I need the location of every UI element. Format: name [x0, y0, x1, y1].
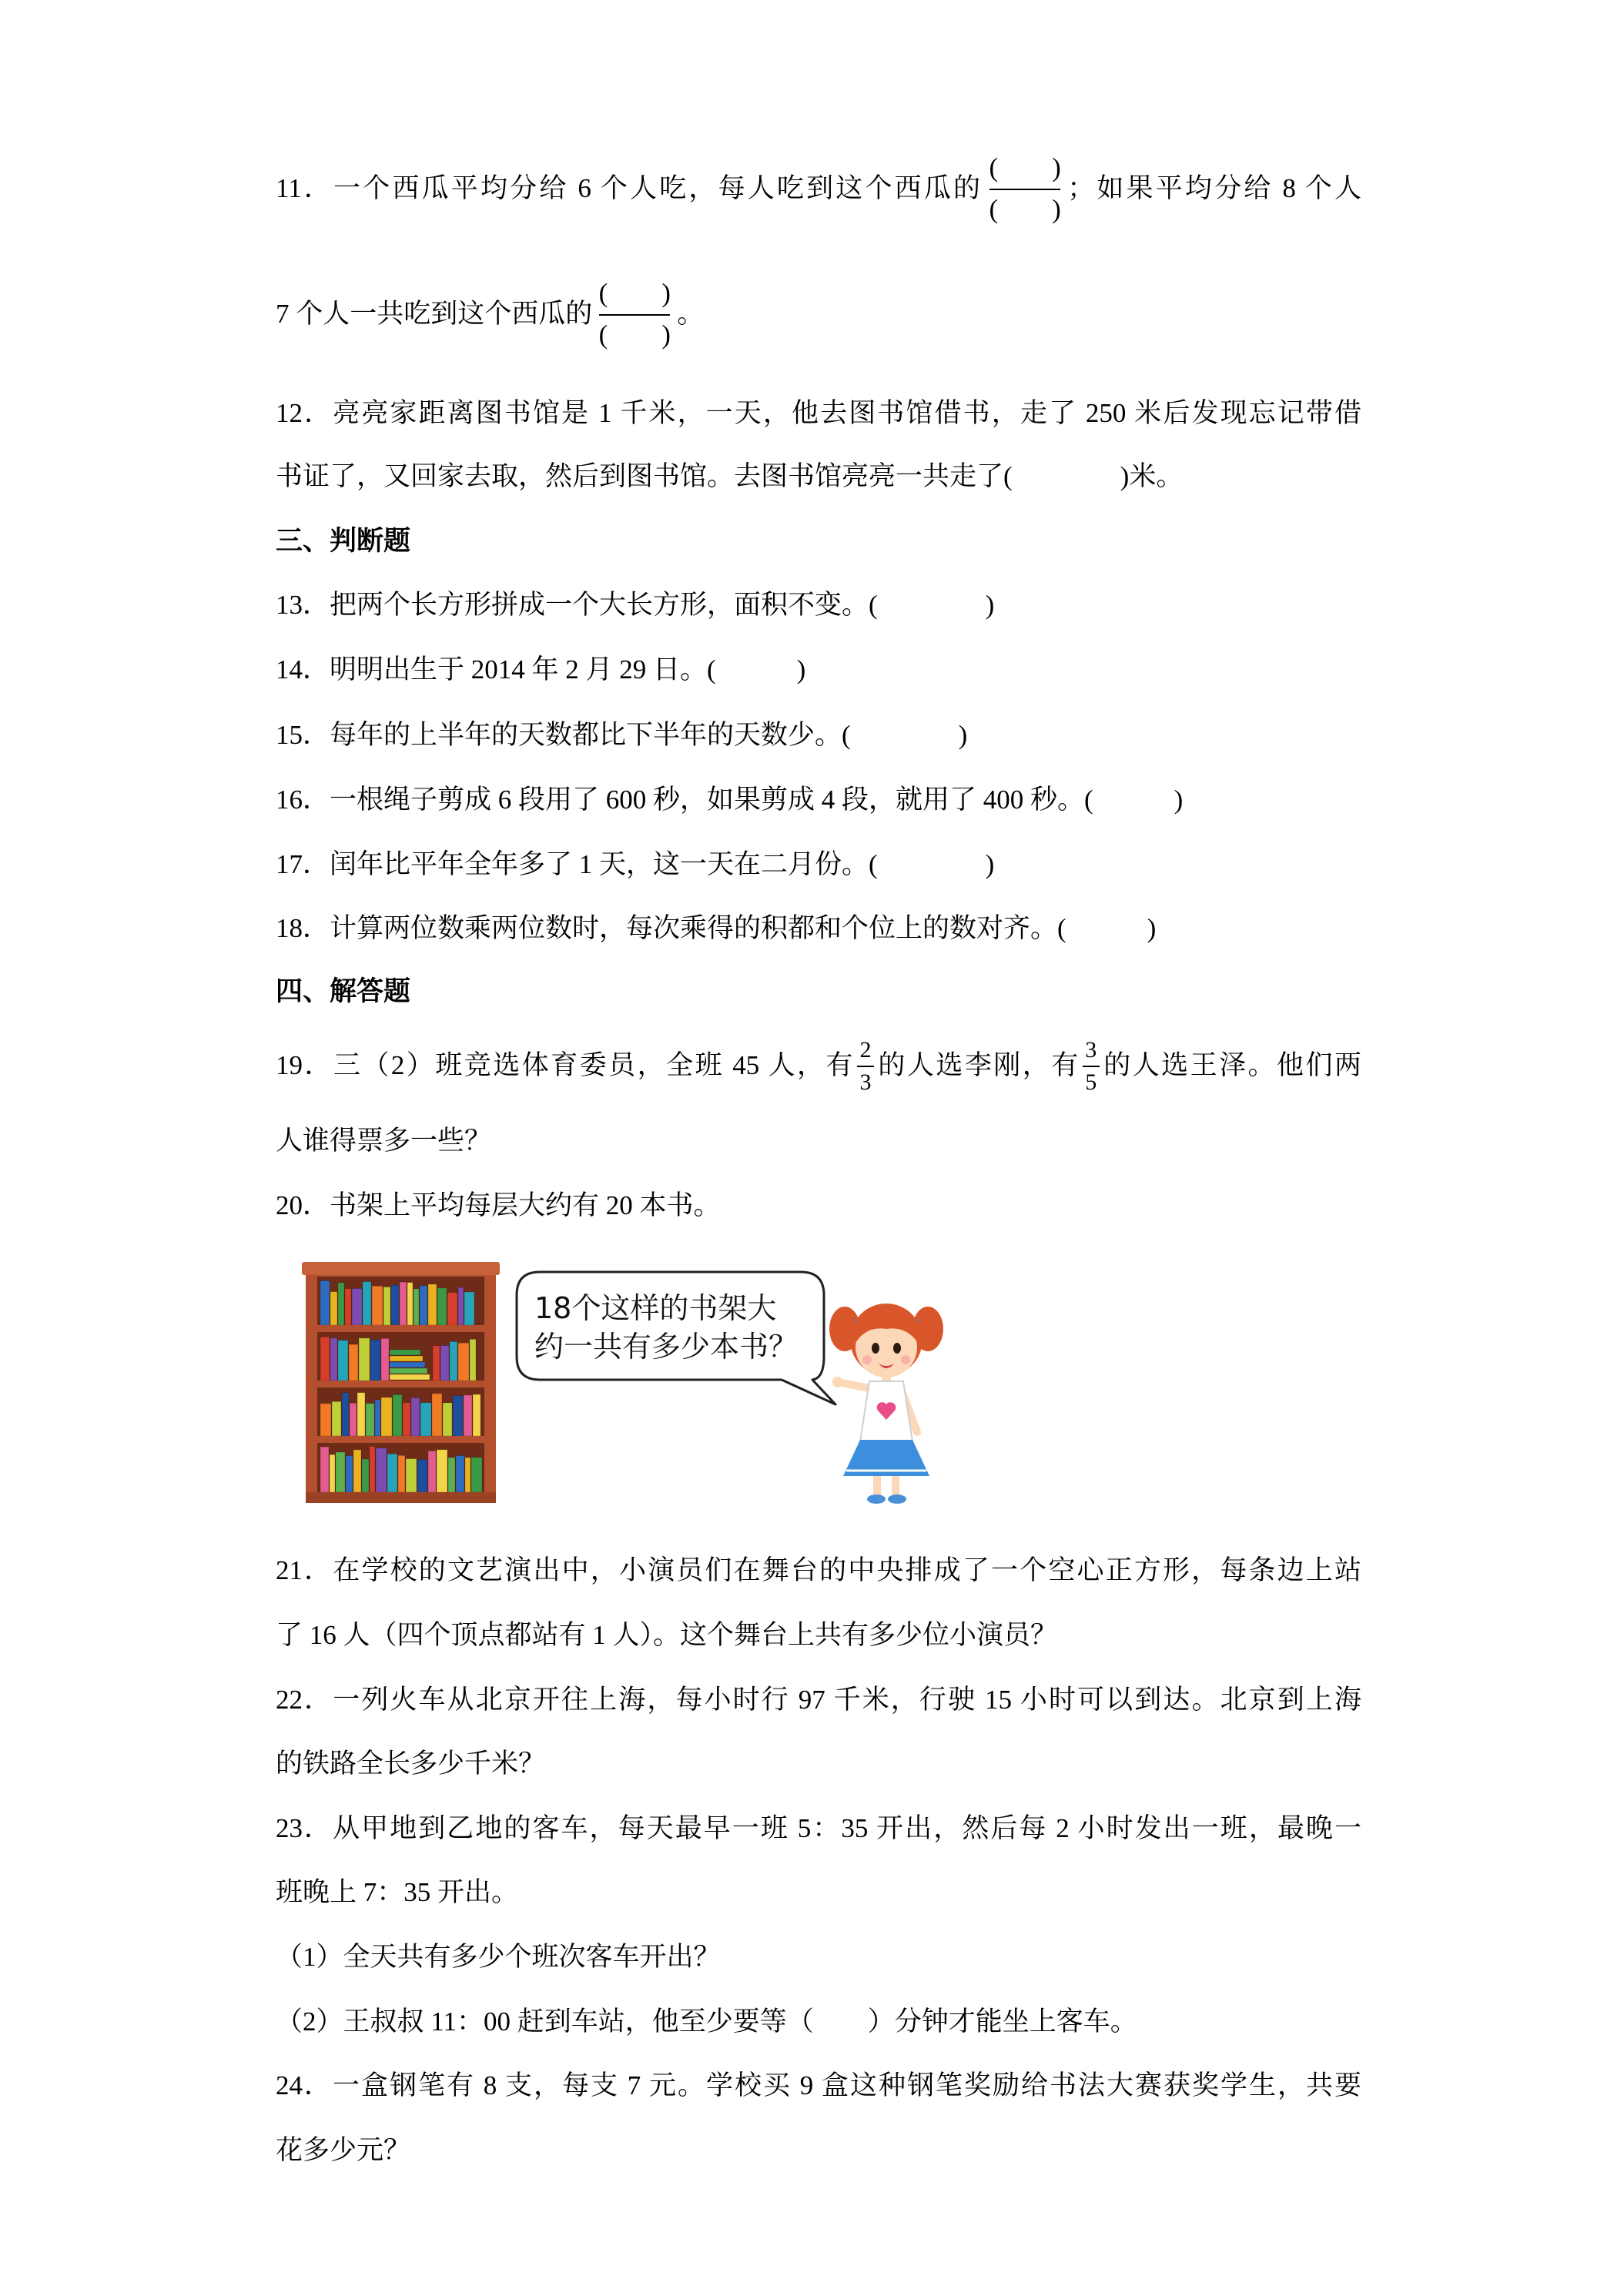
book [330, 1292, 337, 1325]
question-16: 16．一根绳子剪成 6 段用了 600 秒，如果剪成 4 段，就用了 400 秒。( ) [276, 785, 1184, 815]
book [330, 1454, 335, 1492]
left-leg [873, 1476, 881, 1497]
book [352, 1288, 362, 1325]
book [417, 1460, 427, 1492]
book [338, 1340, 348, 1381]
question-23-part-1: （1）全天共有多少个班次客车开出？ [276, 1942, 721, 1972]
book [372, 1286, 383, 1325]
question-18: 18．计算两位数乘两位数时，每次乘得的积都和个位上的数对齐。( ) [276, 913, 1157, 943]
shelf-board [317, 1325, 484, 1332]
speech-bubble [517, 1272, 835, 1404]
question-11-text-end: ；如果平均分给 8 个人 [1067, 173, 1361, 203]
book [387, 1454, 397, 1492]
book [406, 1459, 417, 1492]
question-11-line-1 [276, 152, 1361, 224]
question-19-text-2: 的人选李刚，有 [876, 1050, 1080, 1080]
left-cheek [862, 1355, 872, 1364]
fraction-bar [599, 314, 670, 316]
book [381, 1338, 389, 1381]
book [357, 1393, 365, 1436]
question-12-line-2: 书证了，又回家去取，然后到图书馆。去图书馆亮亮一共走了( )米。 [276, 461, 1184, 491]
question-11-text-start: 11．一个西瓜平均分给 6 个人吃，每人吃到这个西瓜的 [276, 173, 983, 203]
fraction-numerator: 3 [1085, 1037, 1097, 1063]
fraction-denominator-blank: ( ) [598, 320, 671, 350]
book [453, 1396, 463, 1436]
book [432, 1394, 442, 1436]
book [390, 1350, 420, 1355]
question-21-line-1: 21．在学校的文艺演出中，小演员们在舞台的中央排成了一个空心正方形，每条边上站 [276, 1555, 1361, 1585]
book [450, 1341, 457, 1381]
book [411, 1397, 420, 1436]
bookshelf-illustration [273, 1255, 974, 1521]
book [400, 1282, 407, 1325]
left-shoe [867, 1494, 886, 1504]
book [471, 1458, 482, 1492]
answer-blank-fraction [983, 152, 1067, 224]
question-24-line-1: 24．一盒钢笔有 8 支，每支 7 元。学校买 9 盒这种钢笔奖励给书法大赛获奖学生，共要 [276, 2070, 1361, 2100]
shelf-board [317, 1436, 484, 1443]
book [407, 1283, 413, 1325]
book [346, 1456, 353, 1492]
book [437, 1450, 447, 1492]
fraction-denominator: 3 [859, 1069, 872, 1095]
book [398, 1455, 405, 1492]
question-24-line-2: 花多少元？ [276, 2135, 411, 2165]
speech-bubble-line-2: 约一共有多少本书？ [534, 1330, 799, 1364]
book [428, 1451, 436, 1492]
right-eye [893, 1343, 901, 1354]
book [320, 1280, 330, 1325]
question-19-line-2: 人谁得票多一些？ [276, 1126, 492, 1156]
fraction-bar [857, 1066, 874, 1067]
right-leg [892, 1476, 899, 1497]
question-19-text-3: 的人选王泽。他们两 [1101, 1050, 1361, 1080]
book [390, 1368, 427, 1374]
fraction-numerator-blank: ( ) [989, 152, 1061, 182]
book [447, 1293, 457, 1325]
section-title-judgement: 三、判断题 [276, 526, 411, 556]
question-22-line-2: 的铁路全长多少千米？ [276, 1749, 546, 1779]
question-17: 17．闰年比平年全年多了 1 天，这一天在二月份。( ) [276, 849, 995, 879]
left-eye [872, 1343, 879, 1354]
book [370, 1340, 380, 1381]
book [336, 1452, 345, 1492]
book [345, 1289, 351, 1325]
answer-blank-fraction [592, 278, 677, 350]
right-cheek [901, 1355, 910, 1364]
question-14: 14．明明出生于 2014 年 2 月 29 日。( ) [276, 654, 806, 684]
question-21-line-2: 了 16 人（四个顶点都站有 1 人）。这个舞台上共有多少位小演员？ [276, 1620, 1058, 1650]
question-19-line-1 [276, 1037, 1361, 1095]
question-15: 15．每年的上半年的天数都比下半年的天数少。( ) [276, 720, 968, 750]
book [470, 1339, 476, 1381]
book [383, 1287, 390, 1325]
book [448, 1458, 455, 1492]
speech-bubble-line-1: 18个这样的书架大 [534, 1291, 777, 1325]
girl-figure [829, 1304, 943, 1504]
question-11-line-2-start: 7 个人一共吃到这个西瓜的 [276, 299, 593, 329]
book [458, 1287, 464, 1325]
fraction-denominator-blank: ( ) [989, 194, 1061, 224]
book [338, 1283, 344, 1325]
book [353, 1450, 361, 1492]
book [414, 1289, 419, 1325]
book [403, 1403, 410, 1436]
fraction-numerator: 2 [859, 1037, 872, 1063]
book [420, 1286, 427, 1325]
book [465, 1458, 470, 1492]
question-13: 13．把两个长方形拼成一个大长方形，面积不变。( ) [276, 590, 995, 620]
book [359, 1338, 370, 1381]
book [375, 1400, 380, 1436]
fraction-two-thirds [855, 1037, 876, 1095]
fraction-three-fifths [1080, 1037, 1102, 1095]
book [320, 1404, 331, 1436]
book [428, 1284, 437, 1325]
book [342, 1393, 349, 1436]
book [473, 1394, 481, 1436]
question-11-line-2 [276, 278, 1361, 350]
shelf-board [317, 1381, 484, 1387]
book [350, 1403, 357, 1436]
book [349, 1344, 358, 1381]
book [433, 1346, 440, 1381]
bookshelf-base [306, 1492, 496, 1503]
book [363, 1282, 371, 1325]
book [393, 1394, 402, 1436]
question-22-line-1: 22．一列火车从北京开往上海，每小时行 97 千米，行驶 15 小时可以到达。北京到上海 [276, 1685, 1361, 1715]
question-11-line-2-end: 。 [677, 299, 705, 329]
question-23-part-2: （2）王叔叔 11：00 赶到车站，他至少要等（ ）分钟才能坐上客车。 [276, 2006, 1137, 2037]
book [332, 1401, 341, 1436]
book [464, 1292, 474, 1325]
section-title-answers: 四、解答题 [276, 976, 411, 1006]
book [458, 1343, 469, 1381]
bookshelf [302, 1262, 500, 1503]
book [443, 1403, 452, 1436]
book [381, 1397, 392, 1436]
book [362, 1459, 369, 1492]
book [320, 1447, 329, 1492]
question-23-line-1: 23．从甲地到乙地的客车，每天最早一班 5：35 开出，然后每 2 小时发出一班，最晚一 [276, 1813, 1361, 1843]
book [391, 1285, 399, 1325]
book [330, 1338, 337, 1381]
book [440, 1346, 449, 1381]
book [420, 1403, 431, 1436]
book [366, 1404, 374, 1436]
book [437, 1288, 447, 1325]
question-20-text: 20．书架上平均每层大约有 20 本书。 [276, 1190, 721, 1220]
book [376, 1448, 387, 1492]
book [390, 1356, 423, 1361]
bookshelf-top [302, 1262, 500, 1275]
fraction-bar [1083, 1066, 1100, 1067]
question-12-line-1: 12．亮亮家距离图书馆是 1 千米，一天，他去图书馆借书，走了 250 米后发现忘记带借 [276, 398, 1361, 428]
book [370, 1446, 375, 1492]
fraction-bar [989, 189, 1060, 190]
question-19-text-1: 19．三（2）班竞选体育委员，全班 45 人，有 [276, 1050, 855, 1080]
book [320, 1337, 330, 1381]
right-shoe [888, 1494, 906, 1504]
hand [832, 1377, 843, 1387]
book [390, 1362, 425, 1367]
fraction-denominator: 5 [1085, 1069, 1097, 1095]
fraction-numerator-blank: ( ) [598, 278, 671, 308]
book [464, 1395, 472, 1436]
book [456, 1456, 464, 1492]
question-23-line-2: 班晚上 7：35 开出。 [276, 1877, 519, 1907]
book [390, 1374, 430, 1380]
